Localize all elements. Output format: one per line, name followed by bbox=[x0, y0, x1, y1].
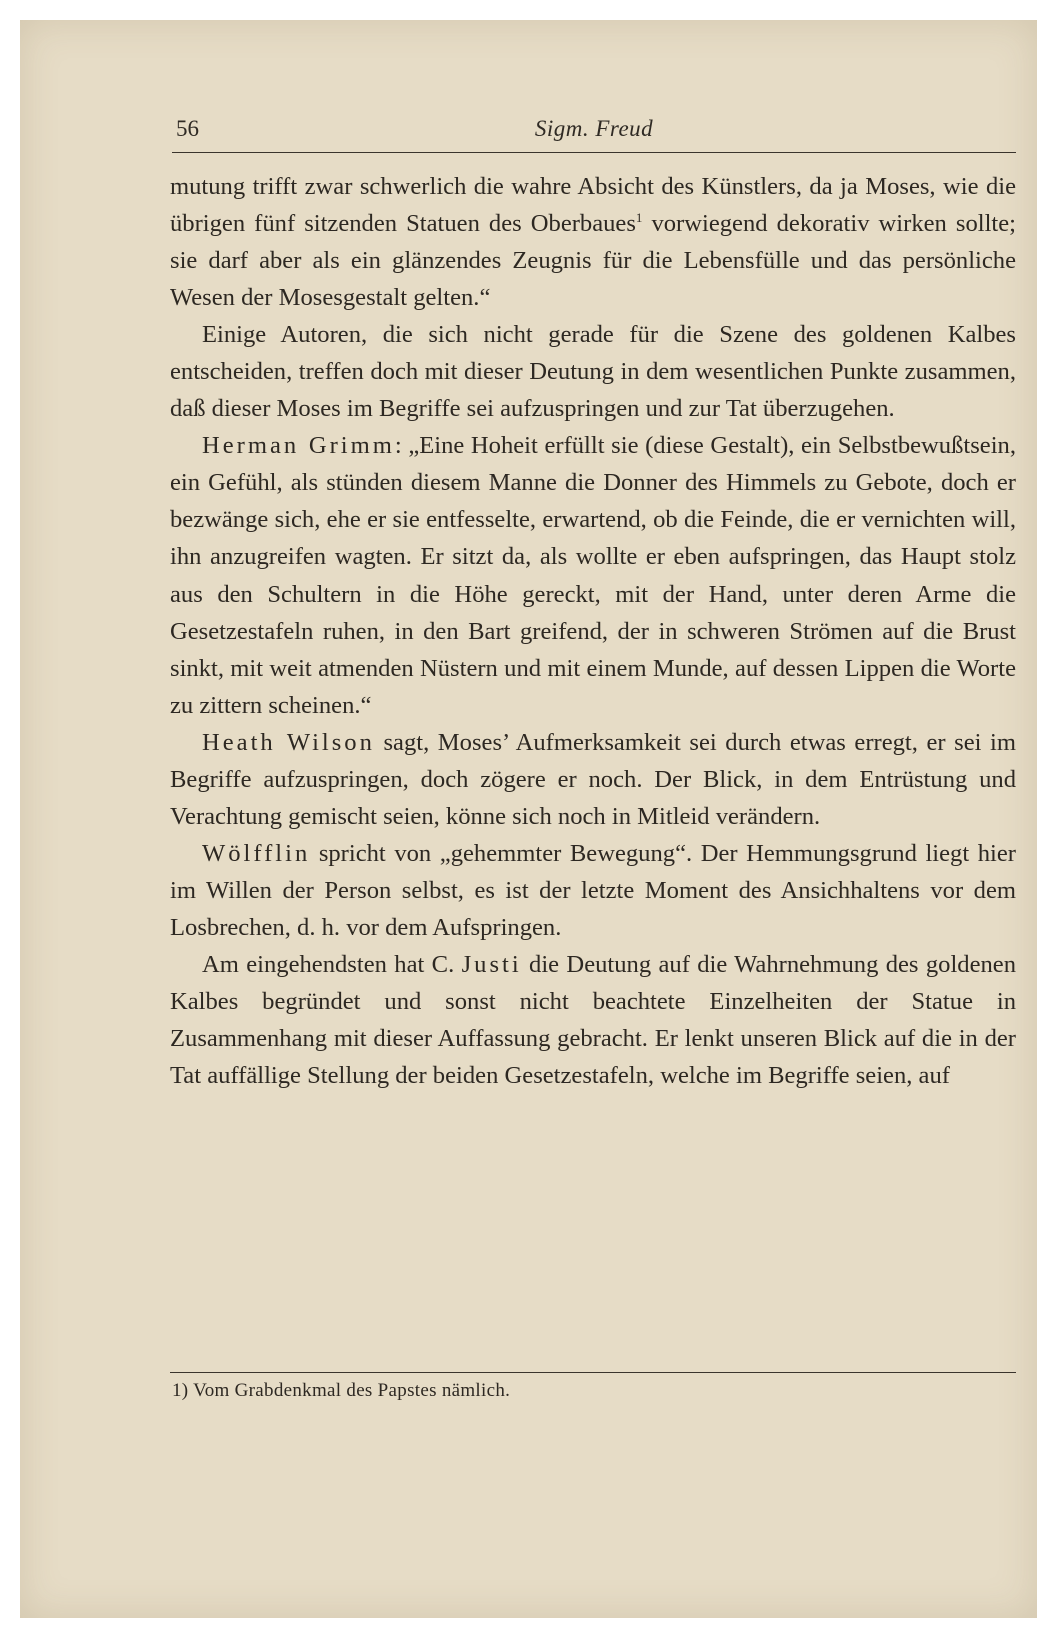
paragraph-text: Einige Autoren, die sich nicht gerade für die Szene des goldenen Kalbes entscheiden, treffen doch mit dieser Deutung in dem wesentlichen Punkte zusammen, daß dieser Moses im Begriffe sei aufzuspringen und zur Tat überzugehen. bbox=[170, 321, 1016, 423]
paragraph-text: : „Eine Hoheit erfüllt sie (diese Gestalt), ein Selbstbewußtsein, ein Gefühl, als stünden diesem Manne die Donner des Himmels zu Gebote, doch er bezwänge sich, ehe er sie entfesselte, erwartend, ob die Feinde, die er vernichten will, ihn anzugreifen wagten. Er sitzt da, als wollte er eben aufspringen, das Haupt stolz aus den Schultern in die Höhe gereckt, mit der Hand, unter deren Arme die Gesetzestafeln ruhen, in den Bart greifend, der in schweren Strömen auf die Brust sinkt, mit weit atmenden Nüstern und mit einem Munde, auf dessen Lippen die Worte zu zittern scheinen.“ bbox=[170, 432, 1016, 719]
paragraph-text: Am eingehendsten hat C. bbox=[202, 950, 462, 978]
paragraph bbox=[170, 724, 1016, 835]
author-name: Herman Grimm bbox=[202, 432, 395, 460]
footnote-marker: 1 bbox=[635, 210, 643, 226]
paragraph-text: spricht von „gehemmter Bewegung“. Der Hemmungsgrund liegt hier im Willen der Person selbst, es ist der letzte Moment des Ansichhaltens vor dem Losbrechen, d. h. vor dem Aufspringen. bbox=[170, 839, 1016, 941]
paragraph-text: sagt, Moses’ Aufmerksamkeit sei durch etwas erregt, er sei im Begriffe aufzuspringen, doch zögere er noch. Der Blick, in dem Entrüstung und Verachtung gemischt seien, könne sich noch in Mitleid verändern. bbox=[170, 728, 1016, 830]
author-name: Wölfflin bbox=[202, 839, 311, 867]
page-number: 56 bbox=[176, 116, 199, 141]
paragraph bbox=[170, 946, 1016, 1094]
paragraph-text: mutung trifft zwar schwerlich die wahre Absicht des Künstlers, da ja Moses, wie die übrigen fünf sitzenden Statuen des Oberbaues bbox=[170, 173, 1016, 238]
footnote-divider bbox=[170, 1372, 1016, 1373]
paragraph bbox=[170, 316, 1016, 427]
footnote: 1) Vom Grabdenkmal des Papstes nämlich. bbox=[172, 1380, 511, 1401]
paragraph-text: die Deutung auf die Wahrnehmung des goldenen Kalbes begründet und sonst nicht beachtete Einzelheiten der Statue in Zusammenhang mit dieser Auffassung gebracht. Er lenkt unseren Blick auf die in der Tat auffällige Stellung der beiden Gesetzestafeln, welche im Begriffe seien, auf bbox=[170, 950, 1016, 1090]
paragraph bbox=[170, 168, 1016, 316]
author-name: Heath Wilson bbox=[202, 728, 375, 756]
paragraph bbox=[170, 427, 1016, 723]
page-header bbox=[172, 114, 1016, 153]
body-text bbox=[170, 168, 1016, 1094]
paragraph-text: vorwiegend dekorativ wirken sollte; sie darf aber als ein glänzendes Zeugnis für die Lebensfülle und das persönliche Wesen der Mosesgestalt gelten.“ bbox=[170, 210, 1016, 312]
running-head: Sigm. Freud bbox=[534, 116, 654, 141]
paragraph bbox=[170, 835, 1016, 946]
author-name: Justi bbox=[461, 950, 522, 978]
